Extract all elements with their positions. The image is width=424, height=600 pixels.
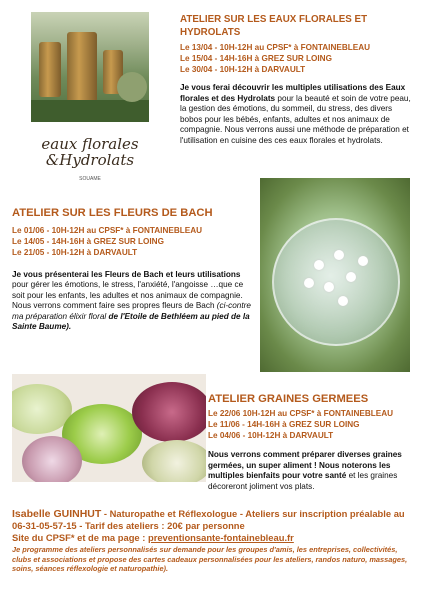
- section3-text: et les graines décoreront joliment vos plats.: [208, 471, 398, 491]
- section3-body: [208, 450, 414, 492]
- section-eaux-florales: [180, 14, 414, 147]
- section1-intro: Je vous ferai découvrir les multiples utilisations des Eaux florales et des Hydrolats: [180, 83, 406, 103]
- still-photo: [31, 12, 149, 122]
- caption-line2: &Hydrolats: [45, 151, 135, 169]
- section3-session-3: Le 04/06 - 10H-12H à DARVAULT: [208, 431, 334, 440]
- section1-text: pour la beauté et soin de votre peau, la gestion des émotions, du sommeil, du stress, des divers bobos pour les bébés, enfants, adultes et nos animaux de compagnie. Nous verrons aussi une méthode de préparation et l'utilisation en cuisine des ces eaux florales et hydrolats.: [180, 93, 411, 145]
- section3-bold: Nous verrons comment préparer diverses graines germées, un super aliment ! Nous noterons les multiples bienfaits pour votre santé: [208, 450, 402, 481]
- section1-session-3: Le 30/04 - 10H-12H à DARVAULT: [180, 65, 306, 74]
- section2-session-2: Le 14/05 - 14H-16H à GREZ SUR LOING: [12, 236, 164, 246]
- section2-text: pour gérer les émotions, le stress, l'anxiété, l'angoisse …que ce soit pour les enfants, les adultes et nos animaux de compagnie. Nous verrons comment faire ses propres fleurs de Bach: [12, 280, 244, 311]
- section2-body: [12, 270, 256, 334]
- still-photo-caption: [31, 124, 149, 190]
- caption-small: SOUAME: [79, 176, 101, 182]
- section2-intro: Je vous présenterai les Fleurs de Bach et leurs utilisations: [12, 269, 241, 279]
- section1-session-1: Le 13/04 - 10H-12H au CPSF* à FONTAINEBLEAU: [180, 43, 371, 52]
- site-prefix: Site du CPSF* et de ma page :: [12, 532, 148, 543]
- section3-session-2: Le 11/06 - 14H-16H à GREZ SUR LOING: [208, 420, 360, 429]
- section2-bold-italic: de l'Etoile de Bethléem au pied de la Sainte Baume).: [12, 311, 250, 332]
- section1-session-2: Le 15/04 - 14H-16H à GREZ SUR LOING: [180, 54, 332, 63]
- section3-session-1: Le 22/06 10H-12H au CPSF* à FONTAINEBLEAU: [208, 409, 394, 418]
- site-link[interactable]: preventionsante-fontainebleau.fr: [147, 532, 294, 543]
- footer-contact: [12, 508, 412, 532]
- footer: [12, 508, 412, 574]
- section1-title: ATELIER SUR LES EAUX FLORALES ET HYDROLATS: [180, 14, 368, 38]
- section-fleurs-de-bach: [12, 206, 256, 333]
- section3-title: ATELIER GRAINES GERMEES: [208, 393, 369, 405]
- author-name: Isabelle GUINHUT: [12, 508, 102, 520]
- caption-line1: eaux florales: [41, 135, 139, 153]
- footer-note: Je programme des ateliers personnalisés sur demande pour les groupes d'amis, les entreprises, collectivités, clubs et associations et propose des cartes cadeaux personnalisées pour les ateliers, randos naturo, massages, soins, séances réflexologie et naturopathie).: [12, 545, 408, 574]
- section2-italic: (ci-contre ma préparation élixir floral: [12, 301, 251, 321]
- section2-title: ATELIER SUR LES FLEURS DE BACH: [12, 207, 213, 219]
- section1-body: [180, 83, 414, 147]
- contact-line: - Naturopathe et Réflexologue - Ateliers sur inscription préalable au 06-31-05-57-15 - Tarif des ateliers : 20€ par personne: [12, 508, 405, 531]
- section-graines-germees: [208, 392, 414, 492]
- site-line: [12, 532, 412, 544]
- section2-session-3: Le 21/05 - 10H-12H à DARVAULT: [12, 247, 138, 257]
- section2-session-1: Le 01/06 - 10H-12H au CPSF* à FONTAINEBLEAU: [12, 225, 203, 235]
- bach-elixir-photo: [260, 178, 410, 372]
- sprouts-photo: [12, 374, 206, 482]
